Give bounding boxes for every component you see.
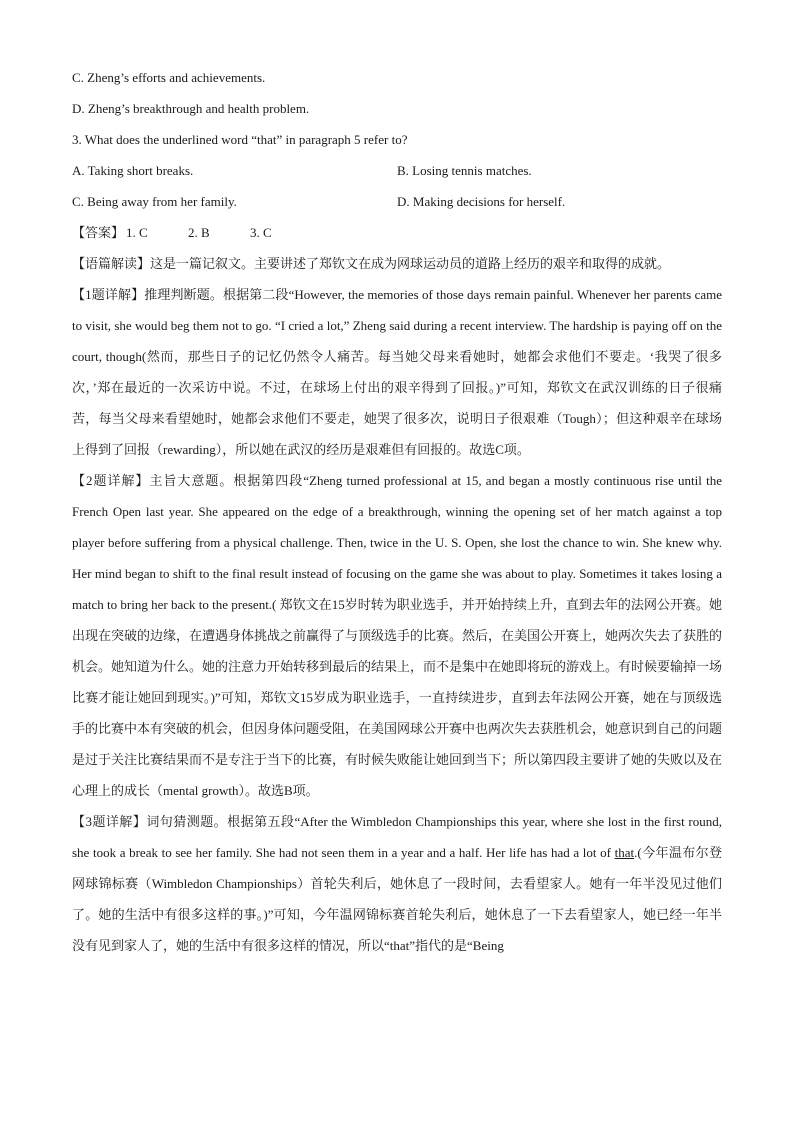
q3-detail-tag: 【3题详解】 [72,814,147,829]
underlined-word: that [614,845,635,860]
question-3-options-row-1 [72,155,722,186]
option-3c: C. Being away from her family. [72,194,237,209]
q2-detail-text: 主旨大意题。根据第四段“Zheng turned professional at 15, and began a mostly continuous rise until the French Open last year. She appeared on the edge of a breakthrough, winning the opening set of her match against a top player before suffering from a physical challenge. Then, twice in the U. S. Open, she lost the chance to win. She knew why. Her mind began to shift to the final result instead of focusing on the game she was about to play. Sometimes it takes losing a match to bring her back to the present.( 郑钦文在15岁时转为职业选手，并开始持续上升，直到去年的法网公开赛。她出现在突破的边缘，在遭遇身体挑战之前赢得了与顶级选手的比赛。然后，在美国公开赛上，她两次失去了获胜的机会。她知道为什么。她的注意力开始转移到最后的结果上，而不是集中在她即将玩的游戏上。有时候要输掉一场比赛才能让她回到现实。)”可知，郑钦文15岁成为职业选手，一直持续进步，直到去年法网公开赛，她在与顶级选手的比赛中本有突破的机会，但因身体问题受阻，在美国网球公开赛中也两次失去获胜机会，她意识到自己的问题是过于关注比赛结果而不是专注于当下的比赛，有时候失败能让她回到当下；所以第四段主要讲了她的失败以及在心理上的成长（mental growth）。故选B项。 [72,473,723,798]
q3-detail-text-after: .(今年温布尔登网球锦标赛（Wimbledon Championships）首轮失利后，她休息了一段时间，去看望家人。她有一年半没见过他们了。她的生活中有很多这样的事。)”可知，今年温网锦标赛首轮失利后，她休息了一下去看望家人，她已经一年半没有见到家人了，她的生活中有很多这样的情况，所以“that”指代的是“Being [72,845,722,953]
option-3a: A. Taking short breaks. [72,163,194,178]
answer-3: 3. C [250,225,272,240]
q3-detail-text-before: 词句猜测题。根据第五段“After the Wimbledon Championships this year, where she lost in the first round, she took a break to see her family. She had not seen them in a year and a half. Her life has had a lot of [72,814,722,860]
question-1-explanation [72,279,722,465]
q1-detail-tag: 【1题详解】 [72,287,145,302]
option-2d: D. Zheng’s breakthrough and health problem. [72,101,310,116]
q1-detail-text: 推理判断题。根据第二段“However, the memories of those days remain painful. Whenever her parents came to visit, she would beg them not to go. “I cried a lot,” Zheng said during a recent interview. The hardship is paying off on the court, though(然而，那些日子的记忆仍然令人痛苦。每当她父母来看她时，她都会求他们不要走。‘我哭了很多次，’郑在最近的一次采访中说。不过，在球场上付出的艰辛得到了回报。)”可知，郑钦文在武汉训练的日子很痛苦，每当父母来看望她时，她都会求他们不要走，她哭了很多次，说明日子很艰难（Tough）；但这种艰辛在球场上得到了回报（rewarding），所以她在武汉的经历是艰难但有回报的。故选C项。 [72,287,722,457]
answer-1: 1. C [126,225,148,240]
document-page [72,62,722,961]
option-3b: B. Losing tennis matches. [397,163,532,178]
option-3d: D. Making decisions for herself. [397,194,566,209]
answer-tag: 【答案】 [72,225,125,240]
question-3-stem: 3. What does the underlined word “that” in paragraph 5 refer to? [72,132,408,147]
passage-summary [72,248,722,279]
question-3-options-row-2 [72,186,722,217]
q2-detail-tag: 【2题详解】 [72,473,150,488]
question-3-explanation [72,806,722,961]
answer-2: 2. B [188,225,210,240]
answer-key [72,217,722,248]
summary-text: 这是一篇记叙文。主要讲述了郑钦文在成为网球运动员的道路上经历的艰辛和取得的成就。 [150,256,671,271]
option-2c: C. Zheng’s efforts and achievements. [72,70,266,85]
summary-tag: 【语篇解读】 [72,256,151,271]
question-2-explanation [72,465,722,806]
